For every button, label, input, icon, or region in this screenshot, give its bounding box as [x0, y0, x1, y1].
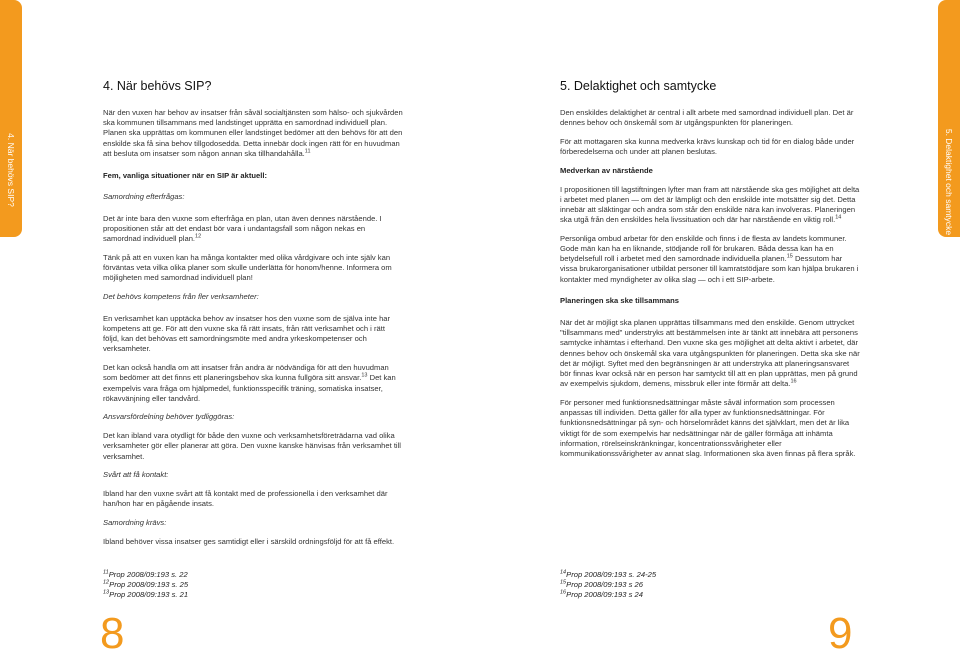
footnote-ref-15: 15	[786, 253, 793, 260]
footnote-text: Prop 2008/09:193 s. 25	[109, 579, 189, 589]
right-p3	[560, 185, 860, 226]
footnote	[103, 570, 188, 580]
right-p5-text: När det är möjligt ska planen upprättas tillsammans med den enskilde. Genom uttrycket "tillsammans med" understryks att bestämmelsen inte är tänkt att innebära att personens samtycke inhämtas i efterhand. Den vuxne ska ges möjlighet att delta aktivt i arbetet, där dennes behov och önskemål ska vara utgångspunkten för planeringen. Detta ska ske när det är möjligt. Syftet med den begränsningen är att understryka att planeringsansvaret bör finnas kvar också när en person har samtyckt till att en plan upprättas, men på grund av exempelvis sjukdom, demens, missbruk eller inte förmår att delta.	[560, 318, 860, 389]
right-p6: För personer med funktionsnedsättningar måste såväl information som processen anpassas till individen. Detta gäller för alla typer av funktionsnedsättningar. För funktionsnedsättningar på syn- och hörselområdet känns det självklart, men det är lika viktigt för de som exempelvis har nedsättningar när de gäller förmåga att inhämta information, rörelseinskränkningar, koncentrationssvårigheter eller kommunikationssvårigheter av annat slag. Informationen ska även finnas på flera språk.	[560, 397, 856, 458]
right-p4	[560, 234, 860, 285]
footnote-text: Prop 2008/09:193 s. 22	[108, 570, 188, 579]
left-page-heading: 4. När behövs SIP?	[103, 79, 212, 93]
right-p4b-text: Dessutom har vissa brukarorganisationer utbildat personer till kamratstödjare som kan hjälpa brukaren i kontakter med myndigheter av olika slag — och i ett SIP-arbete.	[560, 254, 859, 284]
situation-3-title: Ansvarsfördelning behöver tydliggöras:	[103, 412, 235, 422]
footnote-ref-16: 16	[790, 378, 797, 385]
situation-1-title: Samordning efterfrågas:	[103, 192, 185, 202]
footnote	[560, 570, 656, 580]
left-intro-text: När den vuxen har behov av insatser från såväl socialtjänsten som hälso- och sjukvården ska kommunen tillsammans med landstinget upprätta en samordnad individuell plan. Planen ska upprättas om kommunen eller landstinget bedömer att den behövs för att den enskilde ska få sina behov tillgodosedda. Detta innebär dock ingen rätt för en huvudman att besluta om insatser som någon annan ska tillhandahålla.	[103, 108, 403, 158]
footnote-number: 11	[103, 569, 109, 576]
right-p4-text: Personliga ombud arbetar för den enskilde och finns i de flesta av landets kommuner. Gode män kan ha en liknande, stödjande roll för brukaren. Båda dessa kan ha en betydelsefull roll i arbetet med den samordnade individuella planen.	[560, 233, 847, 264]
situation-5-text: Ibland behöver vissa insatser ges samtidigt eller i särskild ordningsföljd för att få effekt.	[103, 536, 395, 546]
situation-3-text: Det kan ibland vara otydligt för både den vuxne och verksamhetsföreträdarna vad olika verksamheter gör eller planerar att göra. Den vuxne kanske hänvisas från verksamhet till verksamhet.	[103, 431, 401, 461]
footnote-number: 13	[103, 589, 110, 596]
chapter-tab-right	[938, 0, 960, 237]
situation-4-text: Ibland har den vuxne svårt att få kontakt med de professionella i den verksamhet där han/hon har en pågående insats.	[103, 488, 388, 509]
situation-2-text: En verksamhet kan upptäcka behov av insatser hos den vuxne som de själva inte har kompetens att ge. För att den vuxne ska få rätt insats, från rätt verksamhet och i rätt följd, kan det behövas ett samordningsmöte med andra yrkeskompetenser och verksamheter.	[103, 313, 391, 354]
footnote	[560, 580, 656, 590]
situations-heading: Fem, vanliga situationer när en SIP är aktuell:	[103, 170, 268, 180]
subheading-tillsammans: Planeringen ska ske tillsammans	[560, 296, 680, 306]
right-p5	[560, 318, 860, 389]
footnote-text: Prop 2008/09:193 s. 24-25	[566, 570, 657, 579]
footnote-text: Prop 2008/09:193 s. 21	[109, 589, 189, 599]
left-intro	[103, 108, 403, 159]
situation-1-text2: Tänk på att en vuxen kan ha många kontakter med olika vårdgivare och inte själv kan förväntas veta vilka olika planer som skulle underlätta för honom/henne. Informera om möjligheten med samordnad individuell plan!	[103, 253, 392, 283]
footnote-number: 12	[103, 579, 110, 586]
situation-2-text2a: Det kan också handla om att insatser från andra är nödvändiga för att den huvudman som bedömer att det finns ett planeringsbehov ska kunna fullgöra sitt ansvar.	[103, 363, 389, 383]
footnote-ref-12: 12	[195, 233, 202, 240]
situation-4-title: Svårt att få kontakt:	[103, 470, 169, 480]
footnote	[103, 590, 188, 600]
situation-2-title: Det behövs kompetens från fler verksamheter:	[103, 292, 259, 302]
footnote-number: 15	[560, 579, 567, 586]
chapter-tab-left	[0, 0, 22, 237]
right-p1: Den enskildes delaktighet är central i allt arbete med samordnad individuell plan. Det är dennes behov och önskemål som är utgångspunkten för planeringen.	[560, 108, 854, 128]
footnote-ref-11: 11	[304, 148, 311, 155]
situation-1-text-body: Det är inte bara den vuxne som efterfråga en plan, utan även dennes närstående. I propositionen står att det endast bör vara i undantagsfall som någon nekas en samordnad individuell plan.	[103, 213, 382, 244]
situation-2-text2	[103, 363, 403, 404]
footnote-ref-14: 14	[835, 214, 842, 221]
right-p2: För att mottagaren ska kunna medverka krävs kunskap och tid för en dialog både under förberedelserna och under att planen beslutas.	[560, 136, 855, 157]
situation-5-title: Samordning krävs:	[103, 517, 167, 527]
right-p3-text: I propositionen till lagstiftningen lyfter man fram att närstående ska ges möjlighet att delta i arbetet med planen — om det är lämpligt och den enskilde inte motsätter sig det. Detta innebär att släktingar och andra som står den enskilde nära kan involveras. Planeringen ska utgå från den enskildes hela livssituation och där har närstående en viktig roll.	[560, 184, 860, 225]
footnote-text: Prop 2008/09:193 s 26	[566, 579, 643, 589]
right-page-heading: 5. Delaktighet och samtycke	[560, 79, 717, 93]
situation-1-text	[103, 214, 403, 245]
footnote-ref-13: 13	[361, 372, 368, 379]
right-footnotes	[560, 570, 656, 599]
left-footnotes	[103, 570, 188, 599]
right-page-column	[560, 78, 860, 468]
footnote-number: 14	[560, 569, 567, 576]
footnote-text: Prop 2008/09:193 s 24	[566, 589, 643, 599]
subheading-narstaende: Medverkan av närstående	[560, 165, 653, 175]
footnote-number: 16	[560, 589, 567, 596]
situation-2-text2b: Det kan exempelvis vara fråga om hjälpmedel, funktionsspecifik träning, somatiska insatser, rökavvänjning eller tandvård.	[103, 373, 396, 403]
footnote	[560, 590, 656, 600]
page-number-left: 8	[100, 609, 125, 658]
footnote	[103, 580, 188, 590]
chapter-tab-right-label: 5. Delaktighet och samtycke	[944, 128, 954, 236]
page-number-right: 9	[828, 609, 853, 658]
left-page-column	[103, 78, 403, 555]
chapter-tab-left-label: 4. När behövs SIP?	[6, 133, 16, 207]
